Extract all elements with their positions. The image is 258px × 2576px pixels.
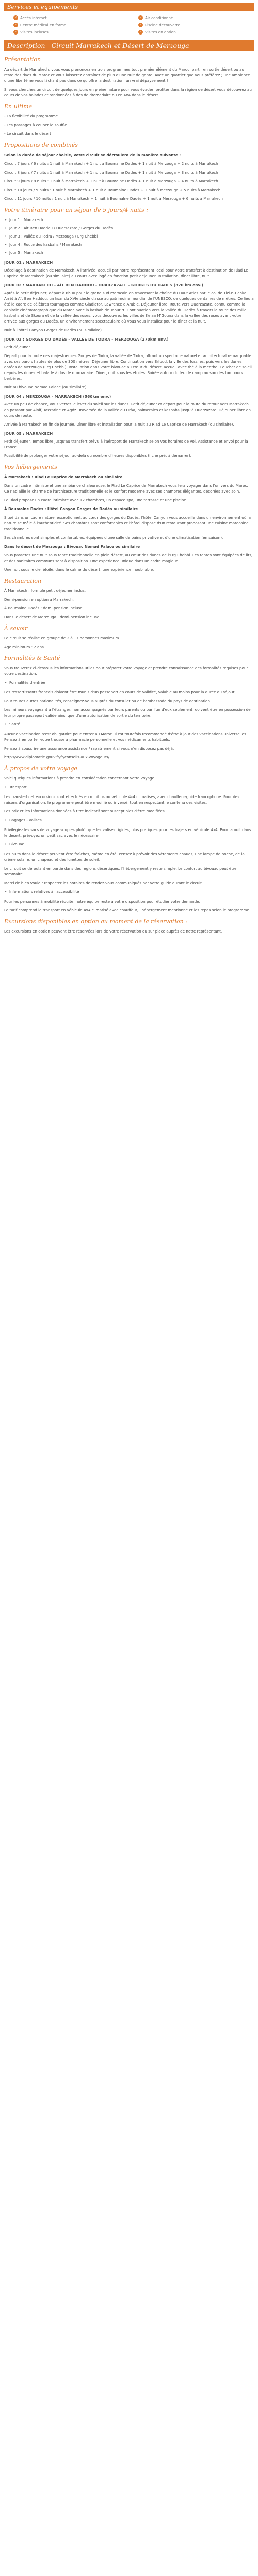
- paragraph: Nuit au bivouac Nomad Palace (ou similaire).: [4, 385, 88, 389]
- services-row: [4, 29, 254, 35]
- bullet-list: [4, 817, 254, 823]
- paragraph: Ses chambres sont simples et confortables, équipées d'une salle de bains privative et d'une climatisation (en saison).: [4, 535, 223, 540]
- paragraph: Pour les personnes à mobilité réduite, notre équipe reste à votre disposition pour étudier votre demande.: [4, 899, 200, 904]
- paragraph: Petit déjeuner. Temps libre jusqu'au transfert prévu à l'aéroport de Marrakech selon vos horaires de vol. Assistance et envol pour la France.: [4, 439, 248, 449]
- paragraph: Après le petit déjeuner, départ à 8h00 pour le grand sud marocain en traversant la chaîne du Haut Atlas par le col de Tizi-n-Tichka. Arrêt à Aït Ben Haddou, un ksar du XVIe siècle classé au patrimoine mondial de l'UNESCO, de quelques centaines de mètres. Ce lieu a été le cadre de célèbres tournages comme Gladiator, Lawrence d'Arabie. Déjeuner libre. Route vers Ouarzazate, connu comme la capitale cinématographique du Maroc avec la kasbah de Taourirt. Continuation vers la vallée du Dadès à travers la route des mille kasbahs et de Skoura et de la vallée des roses, vous découvrez les villes de Kelaa M'Gouna dans la vallée des roses avant votre arrivée aux gorges du Dadès, un environnement spectaculaire où vous vous installez pour le dîner et la nuit.: [4, 291, 254, 324]
- section-heading: Formalités & Santé: [4, 655, 60, 662]
- paragraph: Nuit à l'hôtel Canyon Gorges de Dadès (ou similaire).: [4, 328, 103, 332]
- day-heading: JOUR 03 : GORGES DU DADÈS - VALLÉE DE TODRA - MERZOUGA (270km env.): [4, 337, 169, 342]
- services-row: [4, 22, 254, 28]
- paragraph: Les transferts et excursions sont effectués en minibus ou véhicule 4x4 climatisés, avec chauffeur-guide francophone. Pour des raisons d'organisation, le programme peut être modifié ou inversé, tout en respectant le contenu des visites.: [4, 794, 240, 805]
- list-item: • Jour 2 : Aït Ben Haddou / Ouarzazate / Gorges du Dadès: [4, 225, 254, 231]
- service-item: [4, 14, 129, 21]
- page: [0, 0, 258, 947]
- section-heading: Restauration: [4, 578, 41, 584]
- paragraph: Les excursions en option peuvent être réservées lors de votre réservation ou sur place auprès de notre représentant.: [4, 929, 222, 934]
- paragraph: Le circuit se déroulant en partie dans des régions désertiques, l'hébergement y reste simple. Le confort au bivouac peut être sommaire.: [4, 866, 237, 876]
- bold-paragraph: Selon la durée de séjour choisie, votre circuit se dérroulera de la manière suivante :: [4, 152, 181, 157]
- paragraph: Une nuit sous le ciel étoilé, dans le calme du désert, une expérience inoubliable.: [4, 567, 154, 572]
- service-label: Air conditionné: [145, 15, 173, 20]
- check-icon: ✓: [139, 30, 142, 34]
- paragraph: Pour toutes autres nationalités, renseignez-vous auprès du consulat ou de l'ambassade du pays de destination.: [4, 699, 212, 703]
- service-item: [129, 22, 254, 28]
- day-heading: JOUR 05 : MARRAKECH: [4, 431, 53, 436]
- list-item: • Bagages - valises: [4, 817, 254, 823]
- section-heading: Propositions de combinés: [4, 142, 78, 148]
- paragraph: Les prix et les informations données à titre indicatif sont susceptibles d'être modifiées.: [4, 809, 166, 814]
- paragraph: Dans le désert de Merzouga : demi-pension incluse.: [4, 615, 101, 619]
- paragraph: Circuit 9 jours / 8 nuits : 1 nuit à Marrakech + 1 nuit à Boumalne Dadès + 1 nuit à Merzouga + 4 nuits à Marrakech: [4, 179, 218, 183]
- paragraph: Si vous cherchez un circuit de quelques jours en pleine nature pour vous évader, profiter dans la région de désert vous découvrez au cours de vos balades et randonnées à dos de dromadaire ou en 4x4 dans le désert.: [4, 87, 252, 97]
- paragraph: Âge minimum : 2 ans.: [4, 645, 45, 649]
- list-item: • Jour 4 : Route des kasbahs / Marrakech: [4, 242, 254, 247]
- paragraph: Possibilité de prolonger votre séjour au-delà du nombre d'heures disponibles (fiche prêt à démarrer).: [4, 453, 191, 458]
- paragraph: À Boumalne Dadès : demi-pension incluse.: [4, 606, 84, 611]
- paragraph: Le Riad propose un cadre intimiste avec 12 chambres, un espace spa, une terrasse et une piscine.: [4, 498, 187, 502]
- paragraph: Les nuits dans le désert peuvent être fraîches, même en été. Pensez à prévoir des vêtements chauds, une lampe de poche, de la crème solaire, un chapeau et des lunettes de soleil.: [4, 852, 245, 862]
- service-item: [4, 22, 129, 28]
- section-heading: En ultime: [4, 103, 33, 110]
- description-banner: Description - Circuit Marrakech et Désert de Merzouga: [4, 40, 254, 51]
- services-banner: Services et equipements: [4, 3, 254, 11]
- paragraph: Les ressortissants français doivent être munis d'un passeport en cours de validité, valable au moins pour la durée du séjour.: [4, 690, 235, 694]
- list-item: • Formalités d'entrée: [4, 680, 254, 685]
- services-row: [4, 14, 254, 21]
- service-label: Centre médical en forme: [20, 22, 67, 27]
- bullet-list: [4, 217, 254, 256]
- list-item: • Jour 3 : Vallée du Todra / Merzouga / Erg Chebbi: [4, 233, 254, 239]
- bold-paragraph: À Boumalne Dadès : Hôtel Canyon Gorges de Dadès ou similaire: [4, 506, 138, 511]
- section-heading: Excursions disponibles en option au moment de la réservation :: [4, 918, 187, 925]
- description-content: [4, 56, 254, 934]
- day-heading: JOUR 02 : MARRAKECH - AÏT BEN HADDOU - OUARZAZATE - GORGES DU DADES (320 km env.): [4, 283, 203, 287]
- paragraph: - Le circuit dans le désert: [4, 131, 51, 136]
- bold-paragraph: Dans le désert de Merzouga : Bivouac Nomad Palace ou similaire: [4, 544, 140, 549]
- check-icon: ✓: [14, 30, 18, 34]
- section-heading: Présentation: [4, 56, 41, 63]
- bullet-list: [4, 841, 254, 847]
- paragraph: Petit déjeuner.: [4, 345, 31, 349]
- check-icon: ✓: [139, 15, 142, 20]
- service-item: [129, 29, 254, 35]
- section-heading: Votre itinéraire pour un séjour de 5 jours/4 nuits :: [4, 207, 148, 213]
- paragraph: - La flexibilité du programme: [4, 114, 58, 118]
- paragraph: - Les passages à couper le souffle: [4, 123, 67, 127]
- paragraph: http://www.diplomatie.gouv.fr/fr/conseils-aux-voyageurs/: [4, 755, 110, 759]
- check-icon: ✓: [14, 23, 18, 27]
- paragraph: Le tarif comprend le transport en véhicule 4x4 climatisé avec chauffeur, l'hébergement mentionné et les repas selon le programme.: [4, 908, 251, 912]
- bullet-list: [4, 721, 254, 727]
- paragraph: À Marrakech : formule petit déjeuner inclus.: [4, 588, 86, 593]
- list-item: • Informations relatives à l'accessibilité: [4, 889, 254, 894]
- paragraph: Situé dans un cadre naturel exceptionnel, au cœur des gorges du Dadès, l'hôtel Canyon vous accueille dans un environnement où la nature se mêle à l'authenticité. Ses chambres sont confortables et l'hôtel dispose d'un restaurant proposant une cuisine marocaine traditionnelle.: [4, 515, 251, 531]
- section-heading: À propos de votre voyage: [4, 765, 77, 772]
- section-heading: Vos hébergements: [4, 464, 57, 470]
- paragraph: Vous passerez une nuit sous tente traditionnelle en plein désert, au cœur des dunes de l'Erg Chebbi. Les tentes sont équipées de lits, et des sanitaires communs sont à disposition. Une expérience unique dans un cadre magique.: [4, 553, 253, 563]
- paragraph: Décollage à destination de Marrakech. À l'arrivée, accueil par notre représentant local pour votre transfert à destination de Riad Le Caprice de Marrakech (ou similaire) au cours avec logé en fonction petit déjeuner. Installation, dîner libre, nuit.: [4, 268, 248, 278]
- bullet-list: [4, 680, 254, 685]
- day-heading: JOUR 04 : MERZOUGA - MARRAKECH (560km env.): [4, 394, 111, 399]
- paragraph: Pensez à souscrire une assurance assistance / rapatriement si vous n'en disposez pas déjà.: [4, 746, 174, 751]
- paragraph: Avec un peu de chance, vous verrez le lever du soleil sur les dunes. Petit déjeuner et départ pour la route du retour vers Marrakech en passant par Alnif, Tazzarine et Agdz. Traversée de la vallée du Drâa, palmeraies et kasbahs jusqu'à Ouarzazate. Déjeuner libre en cours de route.: [4, 402, 251, 418]
- service-label: Accès internet: [20, 15, 47, 20]
- bullet-list: [4, 889, 254, 894]
- service-label: Visites en option: [145, 29, 176, 35]
- list-item: • Transport: [4, 784, 254, 790]
- paragraph: Départ pour la route des majestueuses Gorges de Todra, la vallée de Todra, offrant un spectacle naturel et architectural remarquable avec ses parois hautes de plus de 300 mètres. Déjeuner libre. Continuation vers Erfoud, la ville des fossiles, puis vers les dunes dorées de Merzouga (Erg Chebbi). Installation dans votre bivouac au cœur du désert, accueil avec thé à la menthe. Coucher de soleil depuis les dunes et balade à dos de dromadaire. Dîner, nuit sous les étoiles. Soirée autour du feu de camp au son des tambours berbères.: [4, 353, 252, 381]
- section-heading: À savoir: [4, 625, 28, 632]
- paragraph: Demi-pension en option à Marrakech.: [4, 597, 74, 602]
- list-item: • Jour 5 : Marrakech: [4, 250, 254, 256]
- check-icon: ✓: [14, 15, 18, 20]
- paragraph: Circuit 8 jours / 7 nuits : 1 nuit à Marrakech + 1 nuit à Boumalne Dadès + 1 nuit à Merzouga + 3 nuits à Marrakech: [4, 170, 218, 175]
- list-item: • Jour 1 : Marrakech: [4, 217, 254, 223]
- paragraph: Les mineurs voyageant à l'étranger, non accompagnés par leurs parents ou par l'un d'eux seulement, doivent être en possession de leur propre passeport valide ainsi que d'une autorisation de sortie du territoire.: [4, 707, 251, 718]
- paragraph: Circuit 10 jours / 9 nuits : 1 nuit à Marrakech + 1 nuit à Boumalne Dadès + 1 nuit à Merzouga + 5 nuits à Marrakech: [4, 188, 221, 192]
- day-heading: JOUR 01 : MARRAKECH: [4, 260, 53, 265]
- paragraph: Circuit 7 jours / 6 nuits : 1 nuit à Marrakech + 1 nuit à Boumalne Dadès + 1 nuit à Merzouga + 2 nuits à Marrakech: [4, 161, 218, 166]
- paragraph: Dans un cadre intimiste et une ambiance chaleureuse, le Riad Le Caprice de Marrakech vous fera voyager dans l'univers du Maroc. Ce riad allie le charme de l'architecture traditionnelle et le confort moderne avec ses chambres élégantes, décorées avec soin.: [4, 483, 248, 494]
- paragraph: Privilégiez les sacs de voyage souples plutôt que les valises rigides, plus pratiques pour les trajets en véhicule 4x4. Pour la nuit dans le désert, prévoyez un petit sac avec le nécessaire.: [4, 827, 251, 838]
- services-list: [4, 14, 254, 35]
- check-icon: ✓: [139, 23, 142, 27]
- paragraph: Vous trouverez ci-dessous les informations utiles pour préparer votre voyage et prendre connaissance des formalités requises pour votre destination.: [4, 666, 248, 676]
- paragraph: Aucune vaccination n'est obligatoire pour entrer au Maroc. Il est toutefois recommandé d'être à jour des vaccinations universelles. Pensez à emporter votre trousse à pharmacie personnelle et vos médicaments habituels.: [4, 732, 248, 742]
- paragraph: Circuit 11 jours / 10 nuits : 1 nuit à Marrakech + 1 nuit à Boumalne Dadès + 1 nuit à Merzouga + 6 nuits à Marrakech: [4, 196, 223, 201]
- list-item: • Santé: [4, 721, 254, 727]
- service-label: Visites incluses: [20, 29, 49, 35]
- paragraph: Voici quelques informations à prendre en considération concernant votre voyage.: [4, 776, 156, 781]
- bold-paragraph: À Marrakech : Riad Le Caprice de Marrakech ou similaire: [4, 474, 123, 479]
- service-label: Piscine découverte: [145, 22, 180, 27]
- paragraph: Merci de bien vouloir respecter les horaires de rendez-vous communiqués par votre guide durant le circuit.: [4, 880, 203, 885]
- service-item: [4, 29, 129, 35]
- bullet-list: [4, 784, 254, 790]
- paragraph: Le circuit se réalise en groupe de 2 à 17 personnes maximum.: [4, 636, 120, 640]
- list-item: • Bivouac: [4, 841, 254, 847]
- service-item: [129, 14, 254, 21]
- paragraph: Arrivée à Marrakech en fin de journée. Dîner libre et installation pour la nuit au Riad Le Caprice de Marrakech (ou similaire).: [4, 422, 234, 427]
- paragraph: Au départ de Marrakech, vous vous prononcez en trois programmes tout premier élément du Maroc, partir en sortie désert ou au reste des rives du Maroc et vous laisserez entraîner de plus d'une nuit de genre. Avec un quartier que vous préférez ; une ambiance d'une liberté ne vous lâchant pas dans ce qu'offre la destination, un vrai dépaysement !: [4, 67, 250, 83]
